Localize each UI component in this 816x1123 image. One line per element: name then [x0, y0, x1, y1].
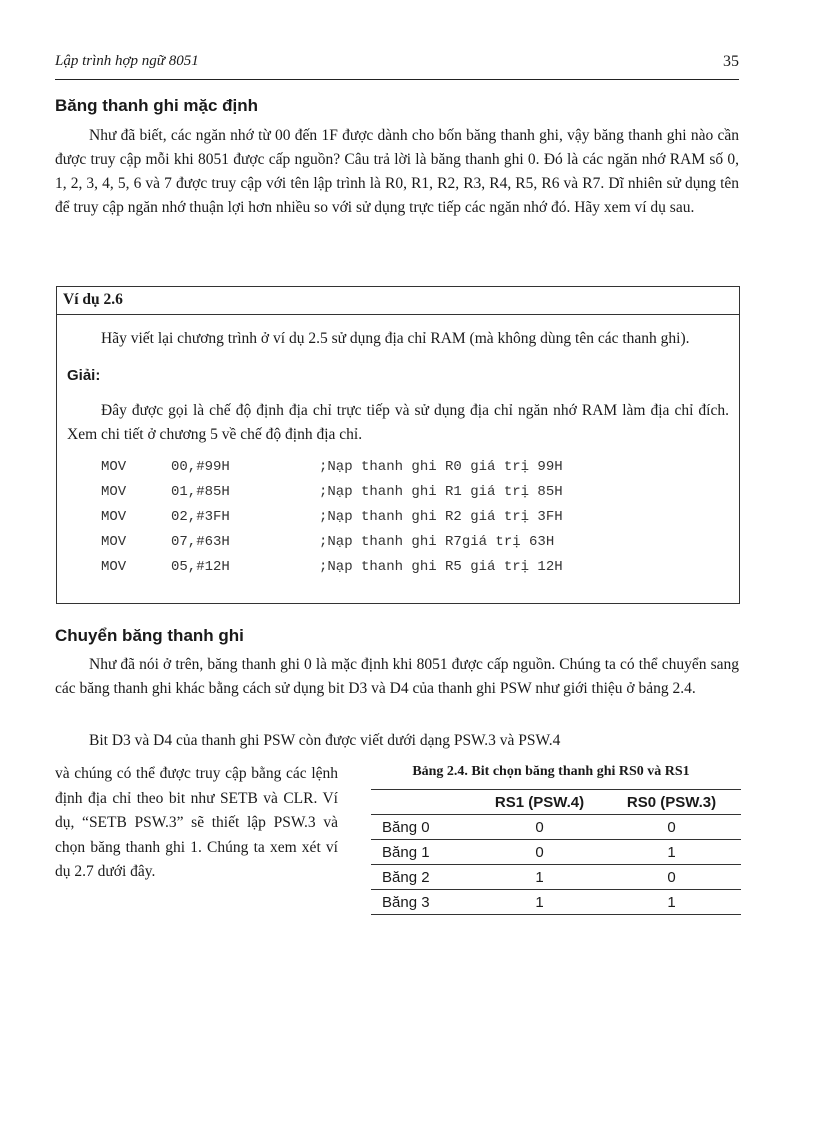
- code-opcode: MOV: [101, 459, 127, 475]
- table-cell: 1: [602, 840, 741, 865]
- page-number: 35: [723, 53, 739, 70]
- example-question: Hãy viết lại chương trình ở ví dụ 2.5 sử dụng địa chỉ RAM (mà không dùng tên các thanh ghi).: [101, 330, 690, 347]
- table-cell: Băng 1: [371, 840, 477, 865]
- table-cell: 1: [602, 890, 741, 915]
- code-opcode: MOV: [101, 509, 127, 525]
- code-comment: ;Nạp thanh ghi R0 giá trị 99H: [319, 459, 563, 475]
- code-comment: ;Nạp thanh ghi R5 giá trị 12H: [319, 559, 563, 575]
- table-header-row: [371, 790, 741, 815]
- example-box: [56, 286, 740, 604]
- code-opcode: MOV: [101, 559, 127, 575]
- table-header-cell: RS0 (PSW.3): [602, 790, 741, 815]
- solution-label: Giải:: [67, 367, 101, 384]
- code-operands: 07,#63H: [171, 534, 230, 550]
- code-line: [101, 530, 563, 555]
- paragraph-default-bank: Như đã biết, các ngăn nhớ từ 00 đến 1F được dành cho bốn băng thanh ghi, vậy băng thanh ghi nào cần được truy cập mỗi khi 8051 được cấp nguồn? Câu trả lời là băng thanh ghi 0. Đó là các ngăn nhớ RAM số 0, 1, 2, 3, 4, 5, 6 và 7 được truy cập với tên lập trình là R0, R1, R2, R3, R4, R5, R6 và R7. Dĩ nhiên sử dụng tên để truy cập ngăn nhớ thuận lợi hơn nhiều so với sử dụng trực tiếp các ngăn nhớ đó. Hãy xem ví dụ sau.: [55, 127, 739, 216]
- code-line: [101, 480, 563, 505]
- table-cell: Băng 0: [371, 815, 477, 840]
- code-opcode: MOV: [101, 534, 127, 550]
- table-row: [371, 865, 741, 890]
- register-bank-table: [371, 789, 741, 915]
- code-opcode: MOV: [101, 484, 127, 500]
- table-cell: Băng 2: [371, 865, 477, 890]
- table-cell: 1: [477, 865, 602, 890]
- table-row: [371, 815, 741, 840]
- code-block: [101, 455, 563, 580]
- table-row: [371, 840, 741, 865]
- example-title: Ví dụ 2.6: [57, 287, 739, 315]
- code-line: [101, 555, 563, 580]
- code-operands: 05,#12H: [171, 559, 230, 575]
- code-operands: 00,#99H: [171, 459, 230, 475]
- code-line: [101, 505, 563, 530]
- table-cell: 0: [477, 815, 602, 840]
- table-cell: 0: [602, 815, 741, 840]
- code-comment: ;Nạp thanh ghi R7giá trị 63H: [319, 534, 555, 550]
- table-cell: Băng 3: [371, 890, 477, 915]
- section-heading-switch-bank: Chuyển băng thanh ghi: [55, 626, 244, 645]
- code-comment: ;Nạp thanh ghi R2 giá trị 3FH: [319, 509, 563, 525]
- code-operands: 02,#3FH: [171, 509, 230, 525]
- page-header: [55, 53, 739, 80]
- running-title: Lập trình hợp ngữ 8051: [55, 53, 199, 69]
- section-heading-default-bank: Băng thanh ghi mặc định: [55, 96, 259, 115]
- table-cell: 0: [602, 865, 741, 890]
- table-caption: Bảng 2.4. Bit chọn băng thanh ghi RS0 và RS1: [412, 764, 690, 779]
- paragraph-psw-bits: Bit D3 và D4 của thanh ghi PSW còn được viết dưới dạng PSW.3 và PSW.4: [89, 732, 561, 749]
- solution-text: Đây được gọi là chế độ định địa chỉ trực tiếp và sử dụng địa chỉ ngăn nhớ RAM làm địa chỉ đích. Xem chi tiết ở chương 5 về chế độ định địa chỉ.: [67, 402, 729, 443]
- table-row: [371, 890, 741, 915]
- code-line: [101, 455, 563, 480]
- table-header-cell: RS1 (PSW.4): [477, 790, 602, 815]
- paragraph-psw-bits-continued: và chúng có thể được truy cập bằng các lệnh định địa chỉ theo bit như SETB và CLR. Ví dụ, “SETB PSW.3” sẽ thiết lập PSW.3 và chọn băng thanh ghi 1. Chúng ta xem xét ví dụ 2.7 dưới đây.: [55, 765, 338, 880]
- table-header-cell: [371, 790, 477, 815]
- table-cell: 1: [477, 890, 602, 915]
- code-comment: ;Nạp thanh ghi R1 giá trị 85H: [319, 484, 563, 500]
- code-operands: 01,#85H: [171, 484, 230, 500]
- paragraph-switch-bank: Như đã nói ở trên, băng thanh ghi 0 là mặc định khi 8051 được cấp nguồn. Chúng ta có thể chuyển sang các băng thanh ghi khác bằng cách sử dụng bit D3 và D4 của thanh ghi PSW như giới thiệu ở bảng 2.4.: [55, 656, 739, 697]
- table-cell: 0: [477, 840, 602, 865]
